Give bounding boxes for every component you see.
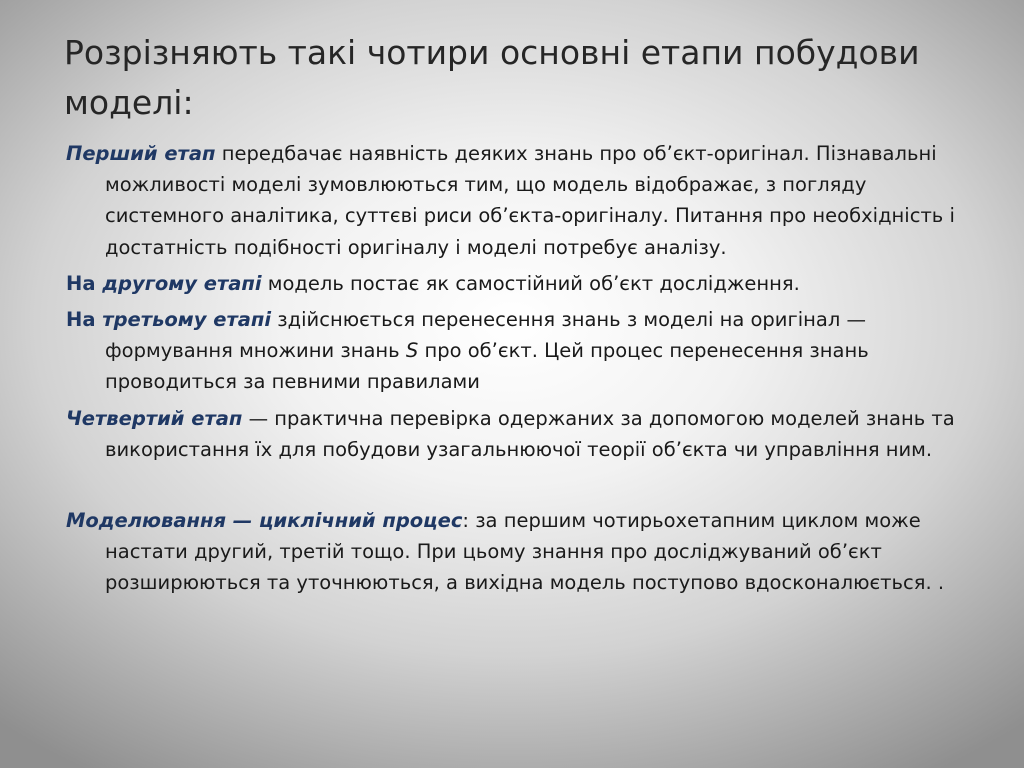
paragraph-stage-2 — [66, 268, 971, 299]
paragraph-stage-1 — [66, 138, 971, 263]
paragraph-stage-3 — [66, 304, 971, 398]
modeling-cycle-text: : за першим чотирьохетапним циклом може настати другий, третій тощо. При цьому знання про досліджуваний об’єкт розширюються та уточнюються, а вихідна модель поступово вдосконалюється. . — [105, 509, 945, 595]
stage-3-label: третьому етапі — [102, 308, 272, 332]
stage-3-text-before: здійснюється перенесення знань з моделі на оригінал — формування множини знань — [105, 308, 866, 363]
stage-2-label: другому етапі — [102, 271, 262, 295]
stage-3-prefix: На — [66, 308, 103, 332]
slide-title: Розрізняють такі чотири основні етапи побудови моделі: — [64, 33, 920, 122]
stage-4-text: — практична перевірка одержаних за допомогою моделей знань та використання їх для побудови узагальнюючої теорії об’єкта чи управління ним. — [105, 406, 955, 461]
stage-1-text: передбачає наявність деяких знань про об’єкт-оригінал. Пізнавальні можливості моделі зумовлюються тим, що модель відображає, з погляду системного аналітика, суттєві риси об’єкта-оригіналу. Питання про необхідність і достатність подібності оригіналу і моделі потребує аналізу. — [105, 142, 955, 259]
stage-4-label: Четвертий етап — [66, 406, 243, 430]
stage-3-text-after: про об’єкт. Цей процес перенесення знань проводиться за певними правилами — [105, 339, 869, 394]
paragraph-stage-4 — [66, 403, 971, 465]
knowledge-set-symbol: S — [405, 339, 419, 363]
stage-2-prefix: На — [66, 271, 103, 295]
paragraph-modeling-cycle — [66, 505, 971, 599]
stage-1-label: Перший етап — [66, 142, 216, 165]
stage-2-text: модель постає як самостійний об’єкт дослідження. — [261, 271, 800, 295]
slide-body — [66, 138, 971, 599]
modeling-cycle-label: Моделювання — циклічний процес — [66, 509, 463, 533]
